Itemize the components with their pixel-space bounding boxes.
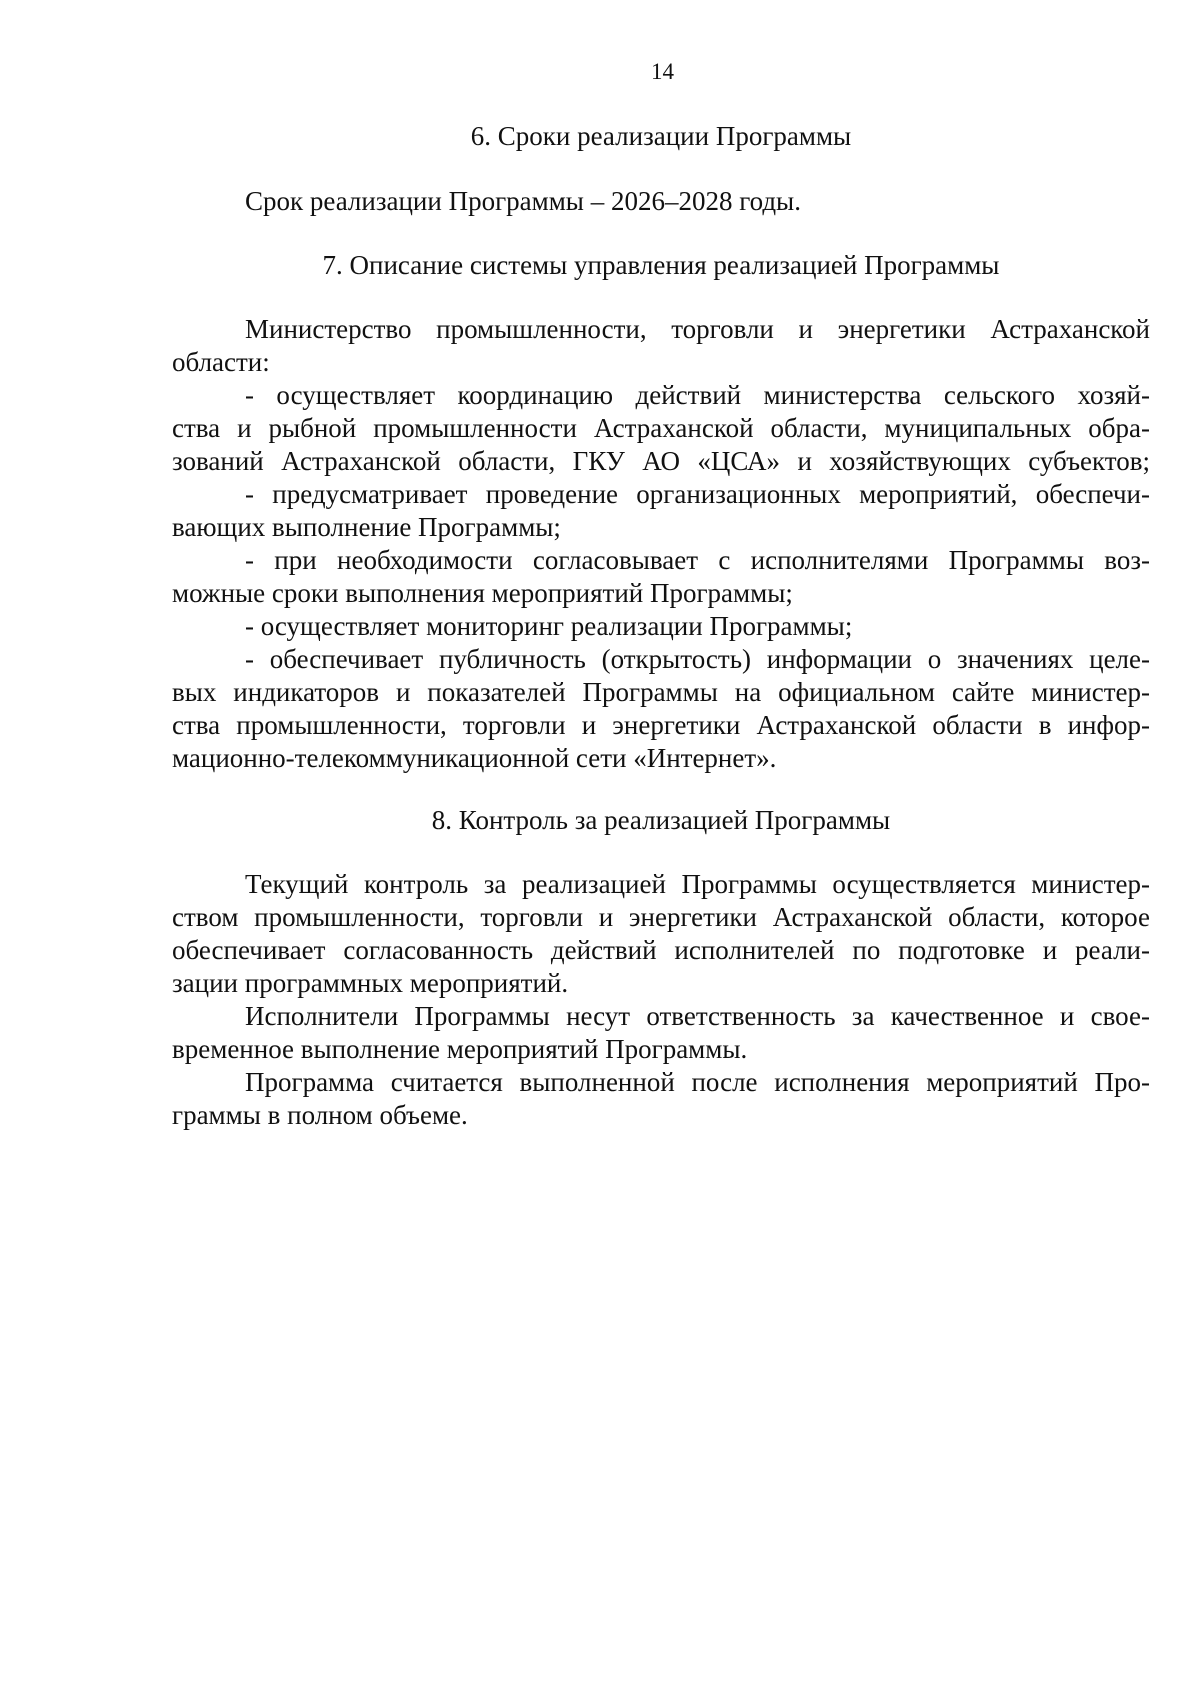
section-7-title: 7. Описание системы управления реализацией Программы <box>322 250 1000 280</box>
text-line: Текущий контроль за реализацией Программы осуществляется министер- <box>245 869 1150 899</box>
text-line: вающих выполнение Программы; <box>172 512 561 542</box>
text-line: ства промышленности, торговли и энергетики Астраханской области в инфор- <box>172 710 1150 740</box>
text-line: зации программных мероприятий. <box>172 968 569 998</box>
text-line: граммы в полном объеме. <box>172 1100 468 1130</box>
text-line: Срок реализации Программы – 2026–2028 годы. <box>245 186 801 216</box>
text-line: ством промышленности, торговли и энергетики Астраханской области, которое <box>172 902 1150 932</box>
paragraph <box>172 1000 1150 1066</box>
list-item <box>172 379 1150 478</box>
text-line: временное выполнение мероприятий Программы. <box>172 1034 748 1064</box>
list-item <box>172 478 1150 544</box>
text-line: Министерство промышленности, торговли и энергетики Астраханской <box>245 314 1150 344</box>
text-line: - при необходимости согласовывает с исполнителями Программы воз- <box>245 545 1150 575</box>
text-line: зований Астраханской области, ГКУ АО «ЦСА» и хозяйствующих субъектов; <box>172 446 1150 476</box>
section-8-title: 8. Контроль за реализацией Программы <box>431 805 891 835</box>
section-6-title: 6. Сроки реализации Программы <box>470 121 852 151</box>
list-item <box>172 643 1150 775</box>
text-line: можные сроки выполнения мероприятий Программы; <box>172 578 793 608</box>
text-line: - обеспечивает публичность (открытость) информации о значениях целе- <box>245 644 1150 674</box>
paragraph <box>172 868 1150 1000</box>
section-7-body <box>172 313 1150 775</box>
text-line: мационно-телекоммуникационной сети «Интернет». <box>172 743 777 773</box>
text-line: ства и рыбной промышленности Астраханской области, муниципальных обра- <box>172 413 1150 443</box>
list-item <box>172 544 1150 610</box>
list-item <box>172 610 1150 643</box>
text-line: - предусматривает проведение организационных мероприятий, обеспечи- <box>245 479 1150 509</box>
text-line: Исполнители Программы несут ответственность за качественное и свое- <box>245 1001 1150 1031</box>
text-line: - осуществляет мониторинг реализации Программы; <box>245 611 853 641</box>
page-number: 14 <box>651 59 674 84</box>
text-line: обеспечивает согласованность действий исполнителей по подготовке и реали- <box>172 935 1150 965</box>
paragraph <box>172 1066 1150 1132</box>
section-7-intro <box>172 313 1150 379</box>
section-8-body <box>172 868 1150 1132</box>
text-line: Программа считается выполненной после исполнения мероприятий Про- <box>245 1067 1150 1097</box>
text-line: вых индикаторов и показателей Программы на официальном сайте министер- <box>172 677 1150 707</box>
section-6-text <box>172 185 1150 218</box>
text-line: - осуществляет координацию действий министерства сельского хозяй- <box>245 380 1150 410</box>
text-line: области: <box>172 347 270 377</box>
